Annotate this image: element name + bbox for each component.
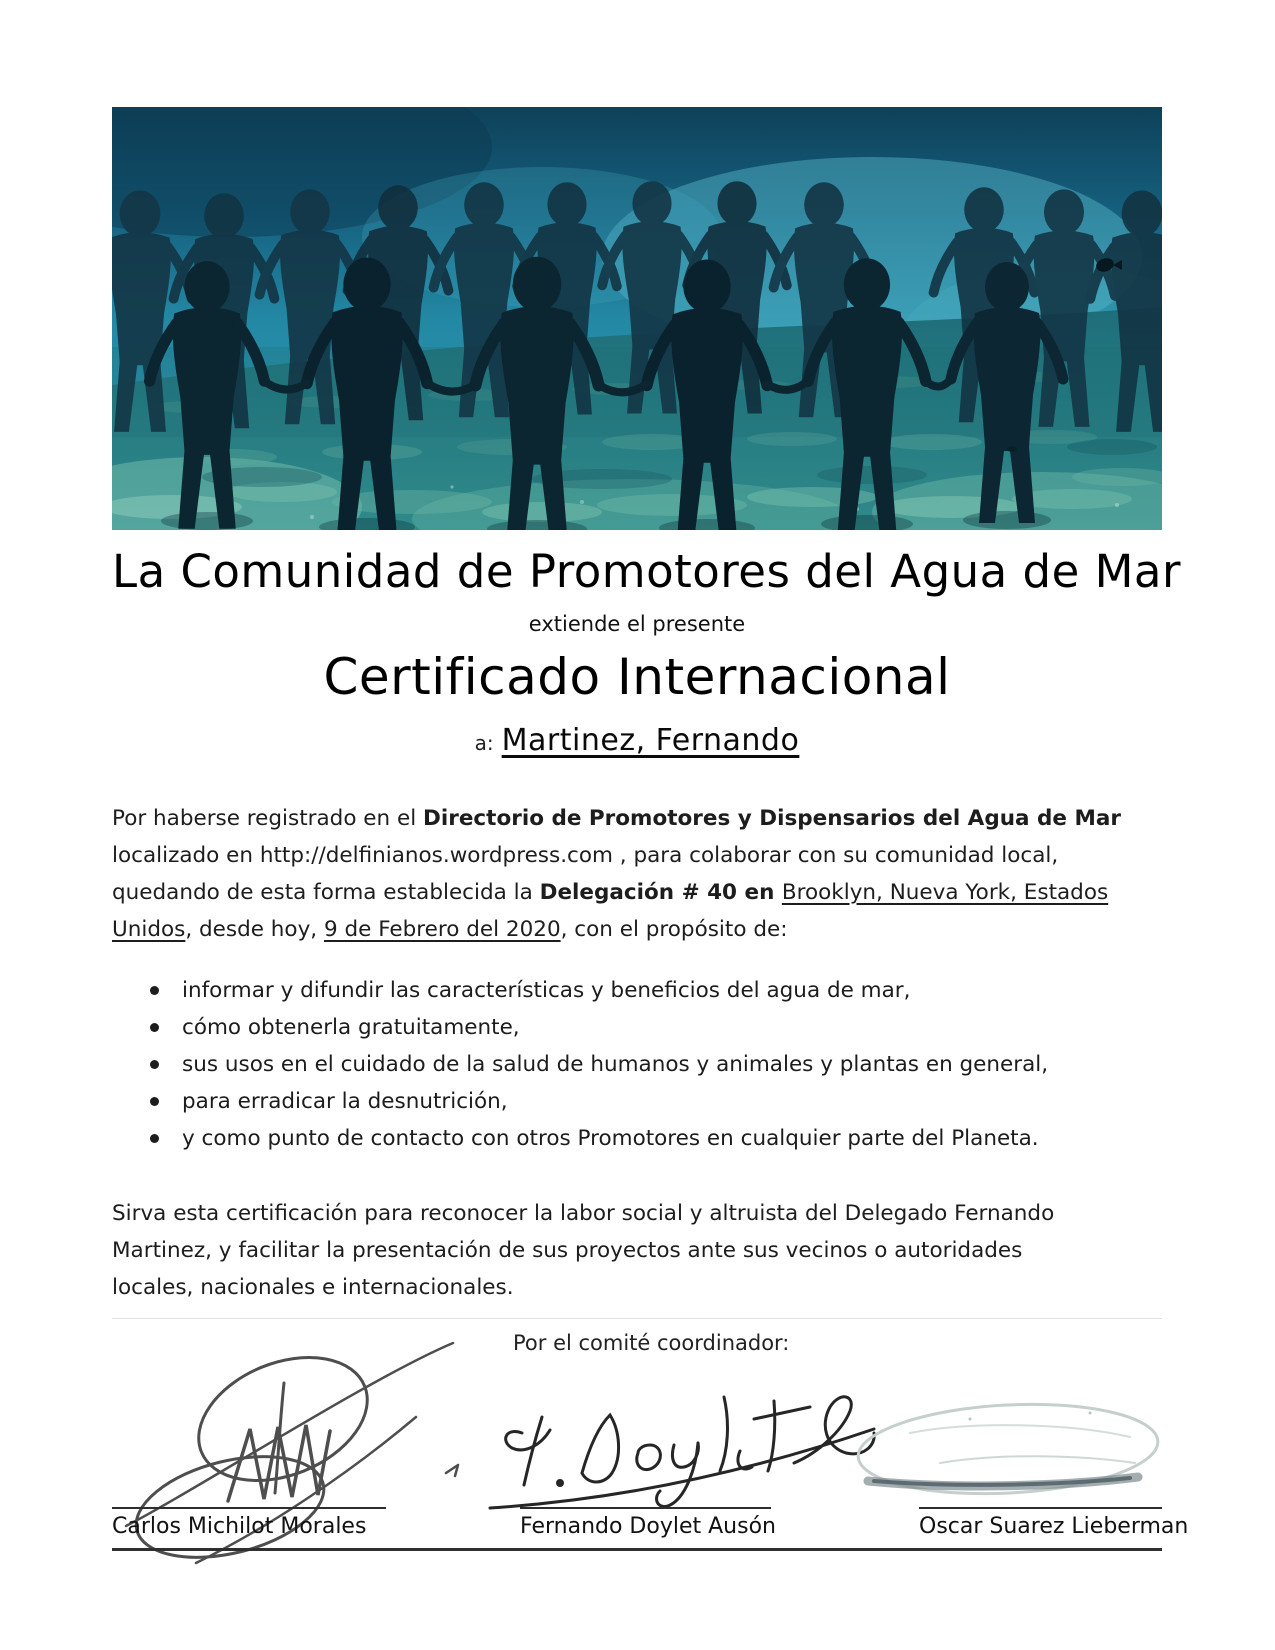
committee-heading: Por el comité coordinador:	[513, 1331, 790, 1355]
signatory-column	[520, 1507, 776, 1539]
recipient-prefix: a:	[474, 730, 494, 755]
list-item	[150, 1083, 1162, 1120]
certificate-title: Certificado Internacional	[323, 648, 951, 707]
signatory-name: Oscar Suarez Lieberman	[919, 1514, 1189, 1539]
list-item-text: para erradicar la desnutrición,	[182, 1088, 508, 1114]
list-item	[150, 1120, 1162, 1157]
recipient-name: Martinez, Fernando	[501, 722, 800, 758]
list-item	[150, 972, 1162, 1009]
list-item-text: sus usos en el cuidado de la salud de humanos y animales y plantas en general,	[182, 1051, 1049, 1077]
list-item	[150, 1009, 1162, 1046]
bullet-icon	[150, 1023, 159, 1032]
p1-seg: localizado en http://delfinianos.wordpress.com , para colaborar con su comunidad local,	[112, 842, 1059, 868]
p1-seg-underline: Brooklyn, Nueva York, Estados	[781, 879, 1109, 905]
table-bottom-border	[112, 1548, 1162, 1551]
p2-line: locales, nacionales e internacionales.	[112, 1274, 514, 1300]
signatory-name: Fernando Doylet Ausón	[520, 1514, 776, 1539]
bullet-icon	[150, 1097, 159, 1106]
list-item	[150, 1046, 1162, 1083]
underwater-scene-svg	[112, 107, 1162, 530]
p1-seg: quedando de esta forma establecida la	[112, 879, 540, 905]
p1-seg-bold: Delegación # 40 en	[539, 879, 782, 905]
signature-line	[112, 1507, 386, 1509]
subtitle: extiende el presente	[528, 612, 746, 637]
org-title: La Comunidad de Promotores del Agua de Mar	[112, 545, 1181, 598]
p1-seg-bold: Directorio de Promotores y Dispensarios del Agua de Mar	[423, 805, 1121, 831]
underwater-statues-photo	[112, 107, 1162, 530]
list-item-text: cómo obtenerla gratuitamente,	[182, 1014, 520, 1040]
recipient-line	[112, 723, 1162, 758]
signature-section	[112, 1318, 1189, 1551]
p1-seg-underline: Unidos	[112, 916, 186, 942]
list-item-text: y como punto de contacto con otros Promotores en cualquier parte del Planeta.	[182, 1125, 1039, 1151]
list-item-text: informar y difundir las características y beneficios del agua de mar,	[182, 977, 911, 1003]
signature-line	[520, 1507, 771, 1509]
p2-line: Sirva esta certificación para reconocer la labor social y altruista del Delegado Fernando	[112, 1200, 1055, 1226]
p1-seg: Por haberse registrado en el	[112, 805, 424, 831]
signatory-column	[112, 1507, 386, 1539]
signatory-name: Carlos Michilot Morales	[112, 1514, 367, 1539]
bullet-icon	[150, 986, 159, 995]
bullet-icon	[150, 1134, 159, 1143]
signature-line	[919, 1507, 1162, 1509]
closing-paragraph	[112, 1195, 1162, 1306]
certificate-content	[112, 107, 1181, 1306]
signatory-column	[919, 1507, 1189, 1539]
p1-seg: , con el propósito de:	[560, 916, 788, 942]
p2-line: Martinez, y facilitar la presentación de sus proyectos ante sus vecinos o autoridades	[112, 1237, 1023, 1263]
signature-oscar-icon	[850, 1393, 1165, 1515]
signature-doylet-icon	[478, 1367, 888, 1522]
purpose-list	[112, 972, 1162, 1157]
registration-paragraph	[112, 800, 1162, 948]
bullet-icon	[150, 1060, 159, 1069]
p1-seg: , desde hoy,	[185, 916, 324, 942]
p1-seg-underline: 9 de Febrero del 2020	[323, 916, 561, 942]
